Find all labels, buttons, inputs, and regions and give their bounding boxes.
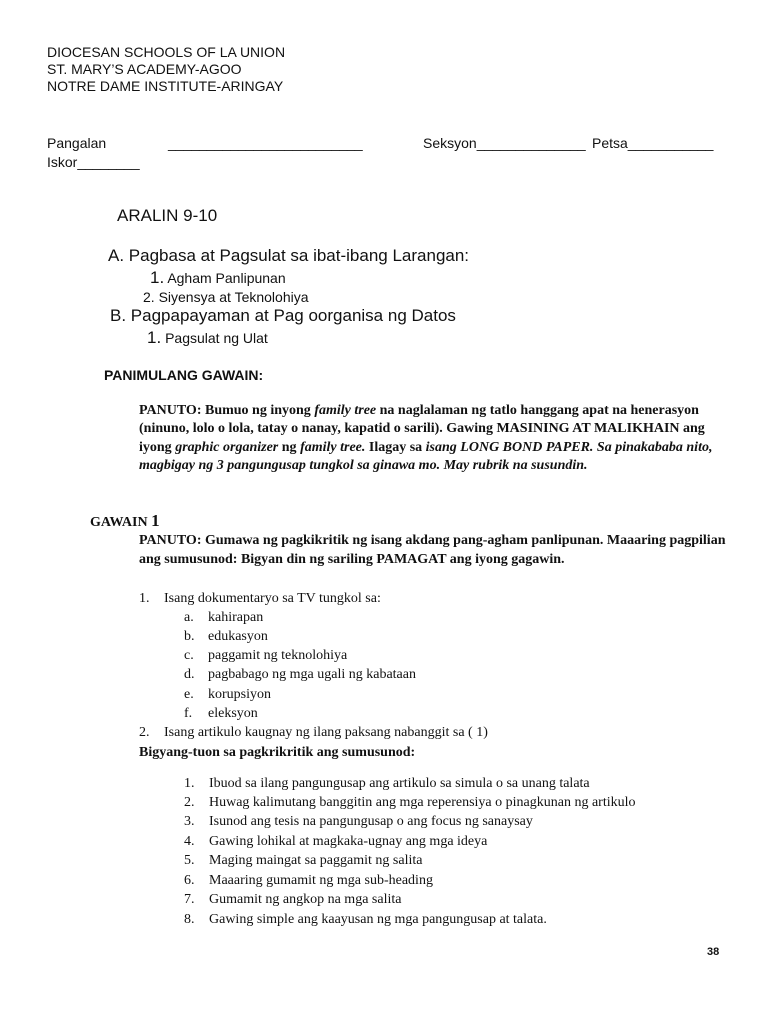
sub-item-b [184, 628, 268, 645]
focus-title: Bigyang-tuon sa pagkrikritik ang sumusunod: [139, 745, 416, 760]
focus-item-4-number: 4. [184, 834, 195, 849]
sub-item-c-text: paggamit ng teknolohiya [208, 648, 348, 663]
sub-item-e-text: korupsiyon [208, 687, 271, 702]
focus-item-7 [184, 891, 401, 908]
gawain-panuto-text: PANUTO: Gumawa ng pagkikritik ng isang akdang pang-agham panlipunan. Maaaring pagpilian ang sumusunod: Bigyan din ng sariling PAMAGAT ang iyong gagawin. [139, 533, 726, 567]
panimula-title: PANIMULANG GAWAIN: [104, 367, 264, 383]
panimula-text-1: PANUTO: Bumuo ng inyong [139, 403, 315, 418]
focus-item-3-text: Isunod ang tesis na pangungusap o ang focus ng sanaysay [209, 814, 533, 829]
sub-item-e [184, 686, 271, 703]
page-number: 38 [707, 946, 720, 958]
pangalan-label: Pangalan [47, 135, 107, 151]
iskor-field[interactable]: Iskor________ [47, 154, 140, 170]
sub-item-c-letter: c. [184, 648, 194, 663]
pangalan-blank[interactable]: _________________________ [168, 135, 363, 151]
gawain-title [90, 511, 160, 531]
gawain-title-text: GAWAIN [90, 515, 152, 530]
gawain-item-2-text: Isang artikulo kaugnay ng ilang paksang nabanggit sa ( 1) [164, 725, 488, 740]
school-name-line-3: NOTRE DAME INSTITUTE-ARINGAY [47, 78, 284, 94]
section-a-item-1-number: 1. [150, 268, 165, 287]
petsa-field[interactable]: Petsa___________ [592, 135, 714, 151]
section-b-heading: B. Pagpapayaman at Pag oorganisa ng Datos [110, 306, 456, 325]
panimula-text-2-italic: graphic organizer [175, 439, 279, 455]
focus-item-8 [184, 911, 547, 928]
focus-item-1-number: 1. [184, 776, 195, 791]
focus-item-4-text: Gawing lohikal at magkaka-ugnay ang mga ideya [209, 834, 488, 849]
sub-item-a-letter: a. [184, 610, 194, 625]
gawain-item-1 [139, 590, 381, 607]
sub-item-d [184, 666, 416, 683]
sub-item-c [184, 647, 347, 664]
focus-item-3-number: 3. [184, 814, 195, 829]
school-name-line-2: ST. MARY’S ACADEMY-AGOO [47, 61, 242, 77]
panimula-text-4-italic: isang LONG BOND PAPER. Sa pinakababa nito, magbigay ng 3 pangungusap tungkol sa ginawa mo. May rubrik na susundin. [139, 439, 713, 473]
focus-item-2 [184, 794, 636, 811]
panimula-text-3-italic: family tree. [300, 439, 366, 455]
sub-item-f [184, 705, 258, 722]
seksyon-field[interactable]: Seksyon______________ [423, 135, 586, 151]
gawain-item-2-number: 2. [139, 725, 150, 740]
focus-item-6-text: Maaaring gumamit ng mga sub-heading [209, 873, 433, 888]
sub-item-b-letter: b. [184, 629, 195, 644]
lesson-title: ARALIN 9-10 [117, 206, 218, 225]
focus-item-1 [184, 775, 590, 792]
panimula-text-2: na naglalaman ng tatlo hanggang apat na henerasyon (ninuno, lolo o lola, tatay o nanay, kapatid o sarili). Gawing MASINING AT MALIKHAIN ang iyong [139, 403, 705, 455]
panimula-text-1-italic: family tree [314, 403, 377, 418]
focus-item-5-number: 5. [184, 853, 195, 868]
sub-item-d-text: pagbabago ng mga ugali ng kabataan [208, 667, 416, 682]
focus-item-5-text: Maging maingat sa paggamit ng salita [209, 853, 423, 868]
gawain-instructions [139, 531, 739, 569]
focus-item-6-number: 6. [184, 873, 195, 888]
section-b-item-1-number: 1. [147, 328, 162, 347]
focus-item-3 [184, 813, 533, 830]
focus-item-8-text: Gawing simple ang kaayusan ng mga pangungusap at talata. [209, 912, 547, 927]
section-a-item-1-text: Agham Panlipunan [167, 270, 286, 286]
focus-item-7-text: Gumamit ng angkop na mga salita [209, 892, 402, 907]
sub-item-e-letter: e. [184, 687, 194, 702]
sub-item-a-text: kahirapan [208, 610, 264, 625]
focus-item-7-number: 7. [184, 892, 195, 907]
school-name-line-1: DIOCESAN SCHOOLS OF LA UNION [47, 44, 286, 60]
gawain-item-1-number: 1. [139, 591, 150, 606]
sub-item-f-letter: f. [184, 706, 193, 721]
gawain-title-number: 1 [151, 511, 160, 530]
focus-item-2-text: Huwag kalimutang banggitin ang mga reperensiya o pinagkunan ng artikulo [209, 795, 636, 810]
section-a-heading: A. Pagbasa at Pagsulat sa ibat-ibang Larangan: [108, 246, 470, 265]
sub-item-b-text: edukasyon [208, 629, 268, 644]
focus-item-2-number: 2. [184, 795, 195, 810]
gawain-item-1-text: Isang dokumentaryo sa TV tungkol sa: [164, 591, 381, 606]
panimula-text-4: Ilagay sa [365, 439, 426, 455]
focus-item-8-number: 8. [184, 912, 195, 927]
sub-item-d-letter: d. [184, 667, 195, 682]
sub-item-f-text: eleksyon [208, 706, 258, 721]
focus-item-4 [184, 833, 487, 850]
section-a-item-1 [150, 268, 286, 288]
focus-item-6 [184, 872, 433, 889]
panimula-instructions [139, 402, 739, 475]
panimula-text-3: ng [278, 439, 301, 455]
section-b-item-1-text: Pagsulat ng Ulat [165, 330, 268, 346]
focus-item-5 [184, 852, 422, 869]
gawain-item-2 [139, 724, 488, 741]
focus-item-1-text: Ibuod sa ilang pangungusap ang artikulo sa simula o sa unang talata [209, 776, 590, 791]
section-a-item-2: 2. Siyensya at Teknolohiya [143, 289, 309, 305]
section-b-item-1 [147, 328, 268, 348]
sub-item-a [184, 609, 263, 626]
